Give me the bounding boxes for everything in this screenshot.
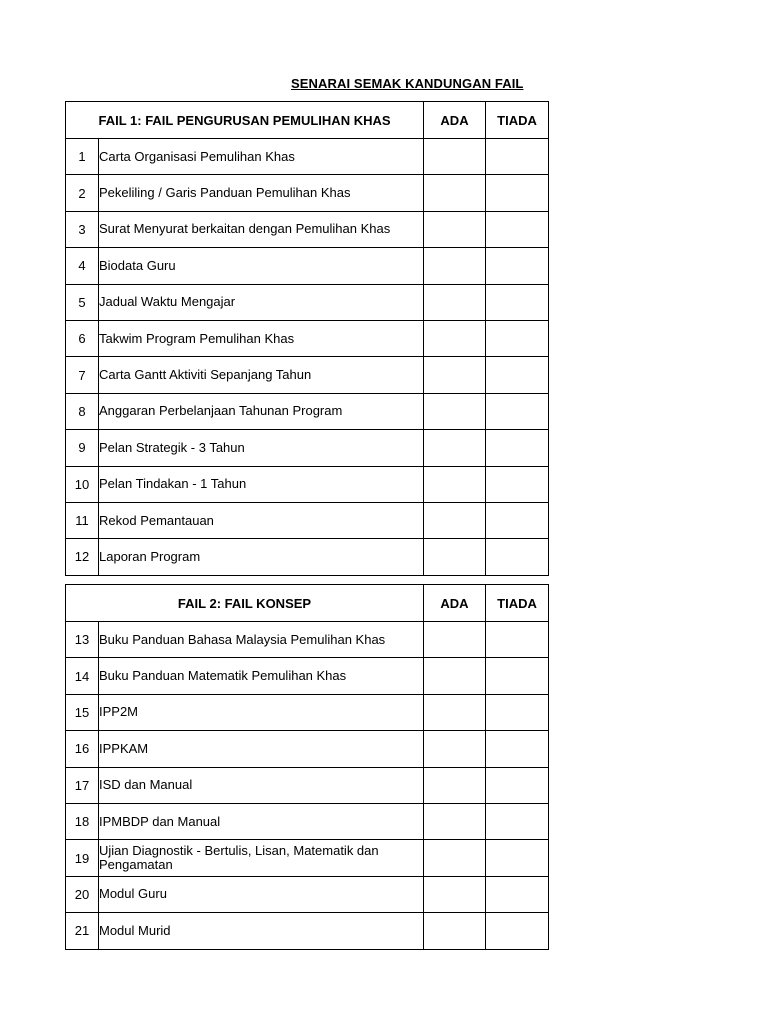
- table-row: [66, 622, 549, 658]
- table-header-row: [66, 102, 549, 139]
- table-row: [66, 767, 549, 803]
- row-number: 1: [66, 139, 99, 175]
- tiada-checkbox-cell[interactable]: [486, 248, 549, 284]
- row-item-label: Biodata Guru: [99, 248, 424, 284]
- ada-checkbox-cell[interactable]: [424, 357, 486, 393]
- ada-checkbox-cell[interactable]: [424, 175, 486, 211]
- column-header-ada: ADA: [424, 102, 486, 139]
- row-number: 20: [66, 876, 99, 912]
- row-item-label: Buku Panduan Matematik Pemulihan Khas: [99, 658, 424, 694]
- row-item-label: Carta Gantt Aktiviti Sepanjang Tahun: [99, 357, 424, 393]
- table-row: [66, 320, 549, 356]
- row-number: 15: [66, 694, 99, 730]
- ada-checkbox-cell[interactable]: [424, 658, 486, 694]
- row-item-label: IPMBDP dan Manual: [99, 803, 424, 839]
- column-header-tiada: TIADA: [486, 585, 549, 622]
- tiada-checkbox-cell[interactable]: [486, 539, 549, 575]
- ada-checkbox-cell[interactable]: [424, 731, 486, 767]
- row-number: 4: [66, 248, 99, 284]
- table-row: [66, 731, 549, 767]
- ada-checkbox-cell[interactable]: [424, 767, 486, 803]
- row-number: 7: [66, 357, 99, 393]
- row-number: 11: [66, 502, 99, 538]
- section-heading: FAIL 2: FAIL KONSEP: [66, 585, 424, 622]
- table-row: [66, 357, 549, 393]
- tiada-checkbox-cell[interactable]: [486, 175, 549, 211]
- tiada-checkbox-cell[interactable]: [486, 840, 549, 876]
- ada-checkbox-cell[interactable]: [424, 284, 486, 320]
- row-item-label: Laporan Program: [99, 539, 424, 575]
- row-number: 14: [66, 658, 99, 694]
- row-number: 6: [66, 320, 99, 356]
- row-item-label: Anggaran Perbelanjaan Tahunan Program: [99, 393, 424, 429]
- table-row: [66, 430, 549, 466]
- ada-checkbox-cell[interactable]: [424, 539, 486, 575]
- tiada-checkbox-cell[interactable]: [486, 731, 549, 767]
- column-header-tiada: TIADA: [486, 102, 549, 139]
- row-item-label: Rekod Pemantauan: [99, 502, 424, 538]
- tiada-checkbox-cell[interactable]: [486, 913, 549, 949]
- checklist-table-fail-2: [65, 584, 549, 950]
- row-item-label: Pelan Strategik - 3 Tahun: [99, 430, 424, 466]
- row-number: 8: [66, 393, 99, 429]
- tiada-checkbox-cell[interactable]: [486, 320, 549, 356]
- table-row: [66, 466, 549, 502]
- row-number: 13: [66, 622, 99, 658]
- document-title: SENARAI SEMAK KANDUNGAN FAIL: [291, 76, 524, 91]
- ada-checkbox-cell[interactable]: [424, 502, 486, 538]
- row-item-label: IPPKAM: [99, 731, 424, 767]
- tiada-checkbox-cell[interactable]: [486, 876, 549, 912]
- table-row: [66, 913, 549, 949]
- ada-checkbox-cell[interactable]: [424, 320, 486, 356]
- row-number: 21: [66, 913, 99, 949]
- ada-checkbox-cell[interactable]: [424, 803, 486, 839]
- tiada-checkbox-cell[interactable]: [486, 139, 549, 175]
- row-item-label: Pekeliling / Garis Panduan Pemulihan Khas: [99, 175, 424, 211]
- tiada-checkbox-cell[interactable]: [486, 430, 549, 466]
- table-row: [66, 803, 549, 839]
- ada-checkbox-cell[interactable]: [424, 840, 486, 876]
- ada-checkbox-cell[interactable]: [424, 211, 486, 247]
- ada-checkbox-cell[interactable]: [424, 139, 486, 175]
- row-number: 5: [66, 284, 99, 320]
- ada-checkbox-cell[interactable]: [424, 622, 486, 658]
- ada-checkbox-cell[interactable]: [424, 913, 486, 949]
- row-item-label: Jadual Waktu Mengajar: [99, 284, 424, 320]
- table-row: [66, 139, 549, 175]
- table-row: [66, 658, 549, 694]
- tiada-checkbox-cell[interactable]: [486, 694, 549, 730]
- ada-checkbox-cell[interactable]: [424, 466, 486, 502]
- row-number: 10: [66, 466, 99, 502]
- table-row: [66, 248, 549, 284]
- tiada-checkbox-cell[interactable]: [486, 211, 549, 247]
- tiada-checkbox-cell[interactable]: [486, 803, 549, 839]
- row-item-label: Surat Menyurat berkaitan dengan Pemulihan Khas: [99, 211, 424, 247]
- row-item-label: Pelan Tindakan - 1 Tahun: [99, 466, 424, 502]
- row-item-label: Ujian Diagnostik - Bertulis, Lisan, Matematik dan Pengamatan: [99, 840, 424, 876]
- table-row: [66, 502, 549, 538]
- row-number: 16: [66, 731, 99, 767]
- tiada-checkbox-cell[interactable]: [486, 658, 549, 694]
- table-row: [66, 175, 549, 211]
- row-number: 12: [66, 539, 99, 575]
- tiada-checkbox-cell[interactable]: [486, 622, 549, 658]
- table-row: [66, 539, 549, 575]
- row-item-label: Takwim Program Pemulihan Khas: [99, 320, 424, 356]
- tiada-checkbox-cell[interactable]: [486, 284, 549, 320]
- table-row: [66, 284, 549, 320]
- row-number: 19: [66, 840, 99, 876]
- row-number: 17: [66, 767, 99, 803]
- ada-checkbox-cell[interactable]: [424, 393, 486, 429]
- table-row: [66, 694, 549, 730]
- checklist-table-fail-1: [65, 101, 549, 576]
- ada-checkbox-cell[interactable]: [424, 430, 486, 466]
- row-item-label: Buku Panduan Bahasa Malaysia Pemulihan Khas: [99, 622, 424, 658]
- ada-checkbox-cell[interactable]: [424, 694, 486, 730]
- table-row: [66, 211, 549, 247]
- checklist-body: [66, 139, 549, 576]
- table-header-row: [66, 585, 549, 622]
- tiada-checkbox-cell[interactable]: [486, 357, 549, 393]
- tiada-checkbox-cell[interactable]: [486, 502, 549, 538]
- table-row: [66, 876, 549, 912]
- tiada-checkbox-cell[interactable]: [486, 393, 549, 429]
- row-number: 9: [66, 430, 99, 466]
- column-header-ada: ADA: [424, 585, 486, 622]
- row-item-label: Carta Organisasi Pemulihan Khas: [99, 139, 424, 175]
- ada-checkbox-cell[interactable]: [424, 248, 486, 284]
- row-item-label: IPP2M: [99, 694, 424, 730]
- ada-checkbox-cell[interactable]: [424, 876, 486, 912]
- row-item-label: ISD dan Manual: [99, 767, 424, 803]
- row-number: 2: [66, 175, 99, 211]
- row-number: 18: [66, 803, 99, 839]
- row-item-label: Modul Guru: [99, 876, 424, 912]
- tiada-checkbox-cell[interactable]: [486, 767, 549, 803]
- tiada-checkbox-cell[interactable]: [486, 466, 549, 502]
- table-row: [66, 840, 549, 876]
- checklist-body: [66, 622, 549, 950]
- row-item-label: Modul Murid: [99, 913, 424, 949]
- table-row: [66, 393, 549, 429]
- row-number: 3: [66, 211, 99, 247]
- section-heading: FAIL 1: FAIL PENGURUSAN PEMULIHAN KHAS: [66, 102, 424, 139]
